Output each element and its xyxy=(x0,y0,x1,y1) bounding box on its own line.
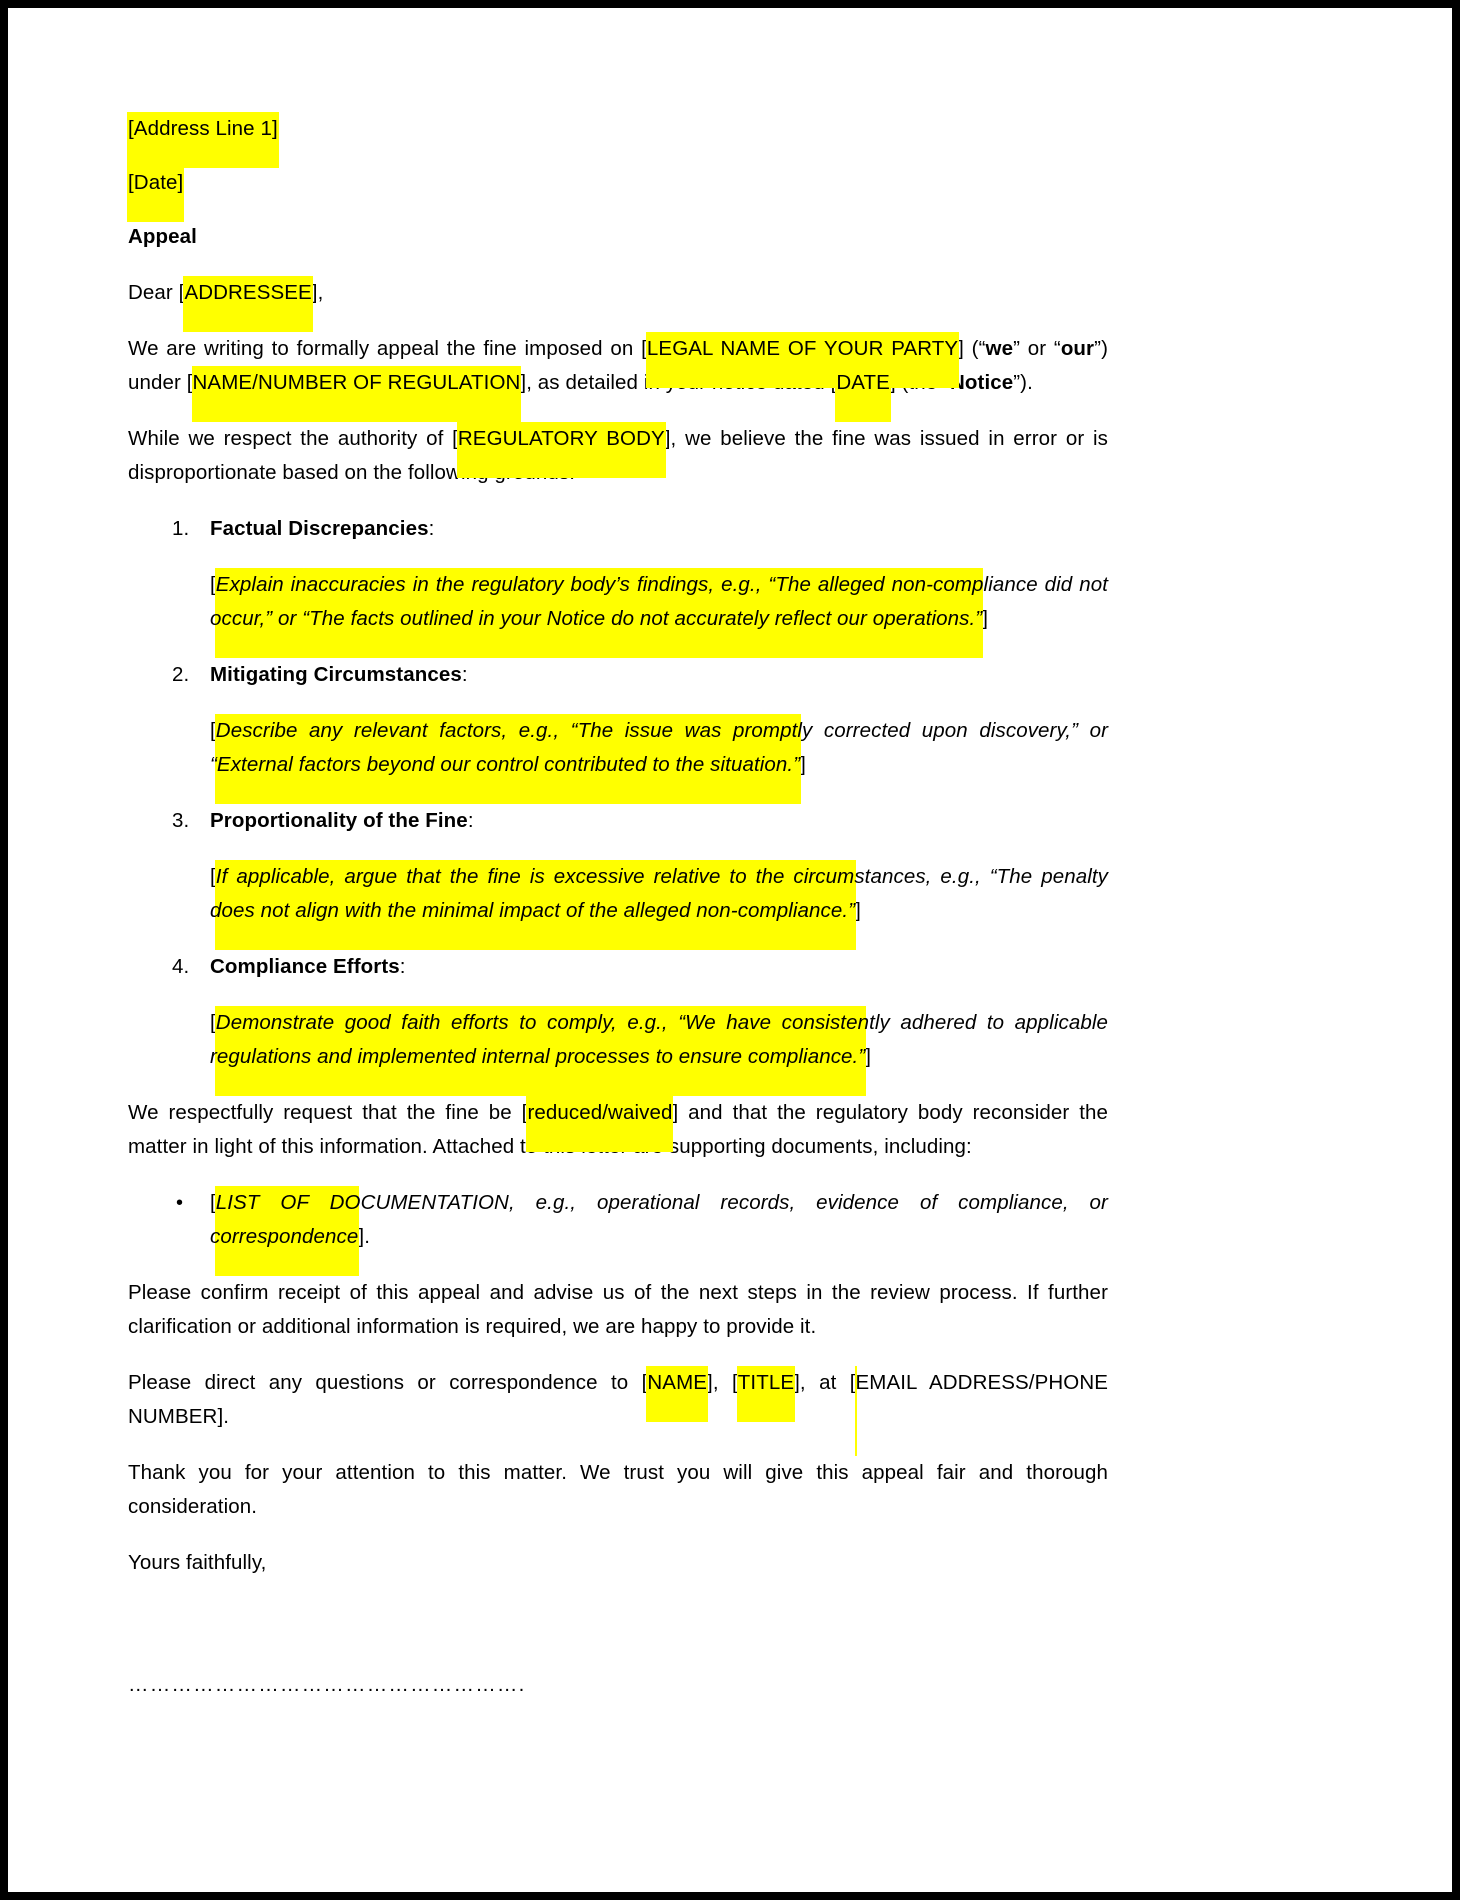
ground-3-explain-token[interactable]: If applicable, argue that the fine is excessive relative to the circumstances, e.g., “The penalty does not align with the minimal impact of the alleged non-compliance.” xyxy=(210,865,1108,922)
list-item xyxy=(128,658,1108,692)
ground-4-title-line xyxy=(172,950,1108,984)
ground-2-title-line xyxy=(172,658,1108,692)
addressee-token[interactable]: ADDRESSEE xyxy=(184,281,312,304)
intro-part-7: ”). xyxy=(1013,371,1033,394)
request-part-1: We respectfully request that the fine be [ xyxy=(128,1101,528,1124)
ground-4-explain xyxy=(128,1006,1108,1074)
thanks-paragraph: Thank you for your attention to this matter. We trust you will give this appeal fair and thorough consideration. xyxy=(128,1461,1108,1518)
intro-part-5: ], as detailed in your notice dated [ xyxy=(520,371,837,394)
grounds-list xyxy=(128,512,1108,1074)
document-sheet xyxy=(8,8,1452,1892)
intro-bold-notice: Notice xyxy=(949,371,1014,394)
respect-paragraph xyxy=(128,422,1108,490)
contact-name-token[interactable]: NAME xyxy=(647,1371,708,1394)
ground-3-number: 3. xyxy=(172,809,190,832)
address-line-1 xyxy=(128,112,1108,146)
list-item xyxy=(128,804,1108,838)
contact-part-1: Please direct any questions or correspondence to [ xyxy=(128,1371,648,1394)
ground-3-title-line xyxy=(172,804,1108,838)
salutation-prefix: Dear [ xyxy=(128,281,185,304)
attachment-close-bracket: ]. xyxy=(358,1225,371,1248)
signature-space xyxy=(128,1602,1108,1628)
sign-off: Yours faithfully, xyxy=(128,1551,267,1574)
intro-part-2: ] (“ xyxy=(958,337,986,360)
request-part-2: ] and that the regulatory body reconsider the matter in light of this information. Attached to this letter are supporting documents, including: xyxy=(128,1101,1108,1158)
ground-2-explain xyxy=(128,714,1108,782)
ground-1-explain xyxy=(128,568,1108,636)
intro-bold-we: we xyxy=(985,337,1014,360)
ground-1-title: Factual Discrepancies xyxy=(210,517,429,540)
attachment-open-bracket: [ xyxy=(210,1191,216,1214)
signature-line: ………………………………………………. xyxy=(128,1673,526,1696)
bullet-icon: • xyxy=(176,1192,184,1214)
ground-1-title-line xyxy=(172,512,1108,546)
ground-2-number: 2. xyxy=(172,663,190,686)
request-paragraph xyxy=(128,1096,1108,1164)
ground-1-number: 1. xyxy=(172,517,190,540)
letter-body xyxy=(128,112,1108,1702)
subject-heading: Appeal xyxy=(128,225,197,248)
ground-3-title: Proportionality of the Fine xyxy=(210,809,468,832)
documentation-list-token[interactable]: LIST OF DOCUMENTATION, e.g., operational records, evidence of compliance, or correspondence xyxy=(210,1191,1108,1248)
address-line-1-token[interactable]: [Address Line 1] xyxy=(128,117,278,140)
address-block xyxy=(128,112,1108,200)
ground-2-explain-token[interactable]: Describe any relevant factors, e.g., “The issue was promptly corrected upon discovery,” or “External factors beyond our control contributed to the situation.” xyxy=(210,719,1108,776)
respect-part-1: While we respect the authority of [ xyxy=(128,427,458,450)
list-item xyxy=(128,1186,1108,1254)
regulatory-body-token[interactable]: REGULATORY BODY xyxy=(457,427,665,450)
ground-4-colon: : xyxy=(399,955,406,978)
contact-title-token[interactable]: TITLE xyxy=(737,1371,795,1394)
ground-3-open-bracket: [ xyxy=(210,865,216,888)
contact-paragraph xyxy=(128,1366,1108,1434)
contact-part-2: ], [ xyxy=(707,1371,738,1394)
list-item xyxy=(128,950,1108,984)
notice-date-token[interactable]: DATE xyxy=(836,371,890,394)
ground-4-title: Compliance Efforts xyxy=(210,955,400,978)
legal-name-token[interactable]: LEGAL NAME OF YOUR PARTY xyxy=(646,337,959,360)
salutation xyxy=(128,276,1108,310)
ground-2-colon: : xyxy=(461,663,468,686)
intro-bold-our: our xyxy=(1060,337,1095,360)
contact-email-phone-token[interactable]: EMAIL ADDRESS/PHONE NUMBER xyxy=(128,1371,1108,1428)
respect-part-2: ], we believe the fine was issued in error or is disproportionate based on the following grounds: xyxy=(128,427,1108,484)
ground-2-close-bracket: ] xyxy=(800,753,806,776)
ground-1-explain-token[interactable]: Explain inaccuracies in the regulatory body’s findings, e.g., “The alleged non-compliance did not occur,” or “The facts outlined in your Notice do not accurately reflect our operations.” xyxy=(210,573,1108,630)
intro-paragraph xyxy=(128,332,1108,400)
contact-part-3: ], at [ xyxy=(794,1371,856,1394)
ground-3-explain xyxy=(128,860,1108,928)
regulation-token[interactable]: NAME/NUMBER OF REGULATION xyxy=(192,371,521,394)
ground-1-close-bracket: ] xyxy=(982,607,989,630)
intro-part-4: ”) under [ xyxy=(128,337,1108,394)
reduced-waived-token[interactable]: reduced/waived xyxy=(527,1101,673,1124)
intro-part-1: We are writing to formally appeal the fine imposed on [ xyxy=(128,337,647,360)
date-token[interactable]: [Date] xyxy=(128,171,184,194)
ground-1-colon: : xyxy=(428,517,435,540)
intro-part-6: ] (the “ xyxy=(889,371,950,394)
ground-4-number: 4. xyxy=(172,955,190,978)
ground-4-explain-token[interactable]: Demonstrate good faith efforts to comply, e.g., “We have consistently adhered to applicable regulations and implemented internal processes to ensure compliance.” xyxy=(210,1011,1108,1068)
ground-1-open-bracket: [ xyxy=(210,573,216,596)
ground-4-close-bracket: ] xyxy=(865,1045,872,1068)
attachments-list xyxy=(128,1186,1108,1254)
ground-3-colon: : xyxy=(467,809,474,832)
salutation-suffix: ], xyxy=(311,281,324,304)
ground-3-close-bracket: ] xyxy=(855,899,861,922)
confirm-paragraph: Please confirm receipt of this appeal and advise us of the next steps in the review process. If further clarification or additional information is required, we are happy to provide it. xyxy=(128,1281,1108,1338)
ground-2-open-bracket: [ xyxy=(210,719,216,742)
date-line xyxy=(128,166,1108,200)
contact-part-4: ]. xyxy=(217,1405,230,1428)
intro-part-3: ” or “ xyxy=(1013,337,1061,360)
list-item xyxy=(128,512,1108,546)
ground-4-open-bracket: [ xyxy=(210,1011,216,1034)
ground-2-title: Mitigating Circumstances xyxy=(210,663,462,686)
